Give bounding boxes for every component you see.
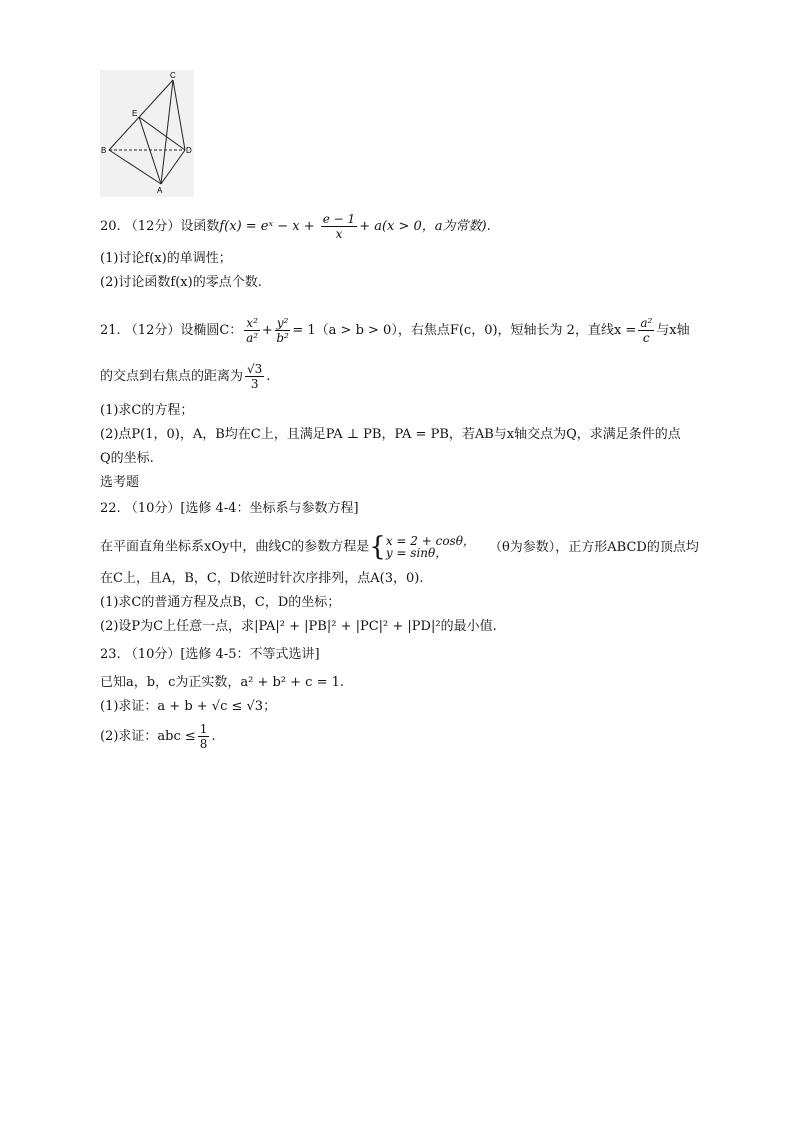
left-brace: { [369,532,386,562]
q21-frac-x-num: x² [246,316,258,330]
tetrahedron-diagram [100,70,194,197]
edge-ca [161,80,173,184]
q22-equation-system [386,535,475,559]
edge-cd [173,80,185,150]
q21-stem-line2 [100,362,270,391]
q23-stem: 已知a，b，c为正实数，a² + b² + c = 1. [100,675,345,690]
q21-line2a: 的交点到右焦点的距离为 [100,369,244,384]
q21-frac-root3-num: √3 [247,362,263,376]
q22-l1b: （θ为参数），正方形ABCD的顶点均 [488,539,699,555]
q20-head: 20. （12分）设函数 [100,219,220,234]
tetrahedron-figure [100,70,194,197]
q22-eq-x: x = 2 + cosθ， [385,534,475,548]
q22-head: 22. （10分）[选修 4-4：坐标系与参数方程] [100,501,359,516]
label-c: C [170,71,176,80]
q20-frac-den: x [335,227,343,241]
q20-part2: (2)讨论函数f(x)的零点个数. [100,275,262,290]
label-a: A [157,186,163,195]
q20-frac-num: e − 1 [322,212,356,226]
q21-head: 21. （12分）设椭圆C： [100,323,243,338]
q21-end: 与x轴 [656,323,690,338]
q23-frac [198,722,210,751]
q21-stem [100,316,690,345]
q23-head: 23. （10分）[选修 4-5：不等式选讲] [100,647,320,662]
q21-frac-a2c [638,316,654,345]
edge-cb [109,80,173,150]
q21-frac-y [275,316,291,345]
edge-ba [109,150,161,184]
label-e: E [132,109,138,118]
section-title: 选考题 [100,475,140,490]
q21-frac-a2c-num: a² [640,316,653,330]
q20-formula: f(x) = eˣ − x + [219,219,319,234]
q21-part2-cont: Q的坐标. [100,451,154,466]
edge-ed [139,117,185,150]
q23-part1: (1)求证：a + b + √c ≤ √3； [100,699,277,714]
q21-part2: (2)点P(1，0)，A，B均在C上，且满足PA ⊥ PB，PA = PB，若AB与x轴交点为Q，求满足条件的点 [100,427,681,442]
q21-frac-y-den: b² [276,331,289,345]
q23-p2b: . [211,729,216,744]
label-b: B [101,146,107,155]
q22-part1: (1)求C的普通方程及点B，C，D的坐标； [100,595,341,610]
q22-stem-line2: 在C上，且A，B，C，D依逆时针次序排列，点A(3，0). [100,571,424,586]
q22-stem [100,534,699,560]
q20-tail: + a(x > 0，a为常数). [359,219,491,234]
label-d: D [186,146,192,155]
q22-part2: (2)设P为C上任意一点，求|PA|² + |PB|² + |PC|² + |PD|²的最小值. [100,619,497,634]
q21-mid: = 1（a > b > 0），右焦点F(c，0)，短轴长为 2，直线x = [292,323,637,338]
q23-frac-num: 1 [199,722,208,736]
q21-frac-y-num: y² [276,316,289,330]
q20-stem [100,212,491,241]
edge-ea [139,117,161,184]
q21-part1: (1)求C的方程； [100,403,194,418]
q21-line2b: . [266,369,271,384]
q22-eq-y: y = sinθ， [385,546,448,560]
q20-fraction [321,212,357,241]
q21-frac-a2c-den: c [642,331,650,345]
q23-p2a: (2)求证：abc ≤ [100,729,196,744]
q21-frac-x-den: a² [246,331,259,345]
q21-plus: + [261,323,273,338]
q21-frac-root3 [245,362,264,391]
q23-frac-den: 8 [199,737,208,751]
q21-frac-x [244,316,260,345]
q22-l1a: 在平面直角坐标系xOy中，曲线C的参数方程是 [100,539,370,555]
q20-part1: (1)讨论f(x)的单调性； [100,251,232,266]
q21-frac-root3-den: 3 [250,377,259,391]
q23-part2 [100,722,216,751]
